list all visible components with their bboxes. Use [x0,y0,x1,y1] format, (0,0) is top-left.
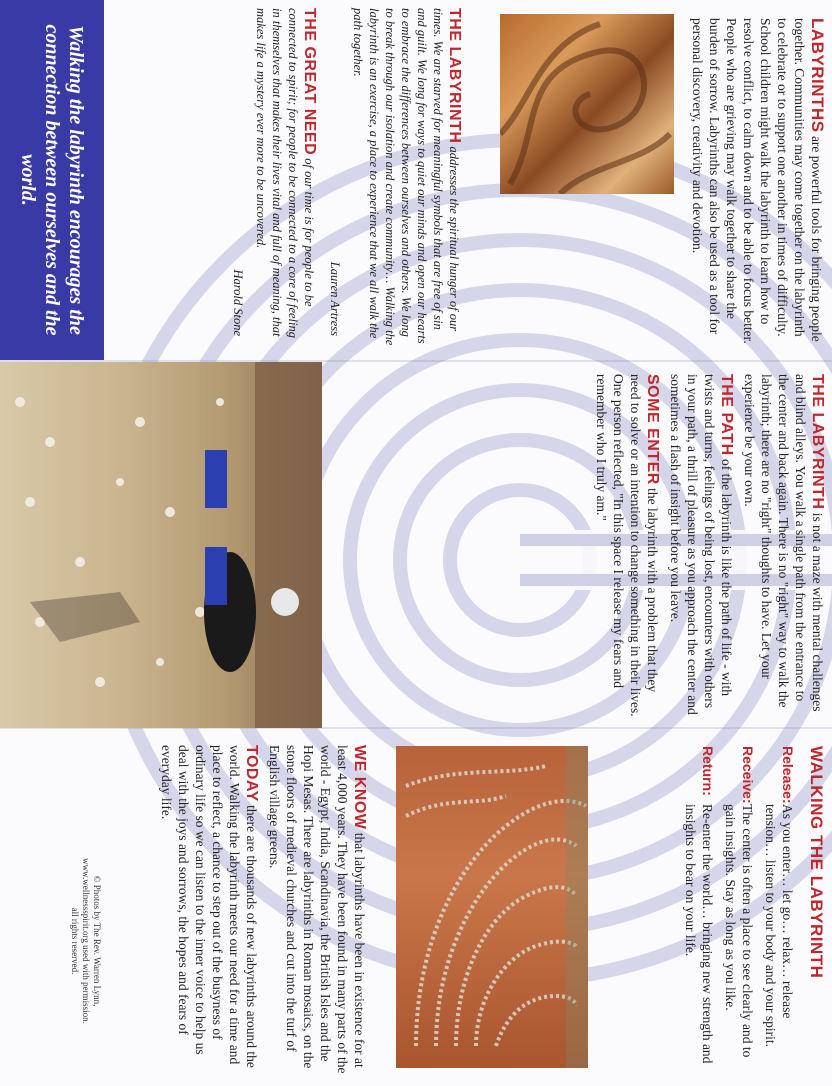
some-enter-heading: SOME ENTER [644,374,661,485]
labyrinths-text: are powerful tools for bringing people together. Communities may come together on the labyrinth to celebrate or to support one another in times of difficulty. School children might walk the labyrinth to learn how to resolve conflict, to calm down and to be able to focus better. People who are grieving may walk together to share the burden of sorrow. Labyrinths can also be used as a tool for personal discovery, creativity and devotion. [690,18,824,344]
labyrinth-path-panel [481,374,826,719]
walking-panel [601,746,826,1071]
we-know-heading: WE KNOW [351,745,368,830]
history-panel [159,745,368,1080]
step-return [682,746,716,1071]
step-release-label: Release: [780,746,796,804]
step-return-label: Return: [700,746,716,796]
step-release-text: As you enter… let go… relax… release tension… listen to your body and your spirit. [763,804,795,1047]
quote-banner-text-box [6,6,98,354]
step-receive-label: Receive: [740,746,756,804]
credits-line-1: © Photos by The Rev. Warren Lynn, [92,875,102,1007]
great-need-heading: THE GREAT NEED [301,8,318,156]
path-text: of the labyrinth is like the path of life - with twists and turns, feelings of being lost, encounters with others in your path, a thrill of pleasure as you approach the center and sometimes a flash of insight before you leave. [668,374,734,715]
credits-box [42,826,102,1056]
step-receive [722,746,756,1071]
walkers-labyrinth-photo [0,362,322,728]
quotes-panel [117,8,462,348]
labyrinth-quote-heading: THE LABYRINTH [446,8,463,144]
step-return-text: Re-enter the world… bringing new strength and insights to bear on your life. [683,804,715,1064]
great-need-author: Harold Stone [231,269,245,336]
credits-line-2: www.wellnessspirit.org used with permission. [81,858,91,1024]
stone-labyrinth-photo [396,746,588,1068]
step-release [762,746,796,1071]
not-maze-heading: THE LABYRINTH [809,374,826,510]
some-enter-text: the labyrinth with a problem that they need to solve or an intention to change something in their lives. One person reflected, "In this space I release my fears and remember who I truly am." [594,374,660,717]
path-heading: THE PATH [718,374,735,456]
labyrinths-heading: LABYRINTHS [808,18,827,133]
not-maze-text: is not a maze with mental challenges and blind alleys. You walk a single path from the entrance to the center and back again. There is no "right" way to walk the labyrinth; there are no "right" thoughts to have. Let your experience be your own. [742,374,825,712]
credits-line-3: all rights reserved. [70,907,80,975]
labyrinth-quote-text: addresses the spiritual hunger of our times. We are starved for meaningful symbols that are free of sin and guilt. We long for ways to quiet our minds and open our hearts to embrace the differences between ourselves and others. We long to break through our isolation and create community… Walking the labyrinth is an exercise, a place to experience that we all walk the path together. [351,8,461,346]
today-text: there are thousands of new labyrinths around the world. Walking the labyrinth meets our need for a time and place to reflect, a chance to step out of the busyness of ordinary life so we can listen to the inner voice to help us deal with the joys and sorrows, the hopes and fears of everyday life. [159,745,259,1068]
labyrinth-quote-author: Lauren Artress [328,261,342,336]
we-know-text: that labyrinths have been in existence for at least 4,000 years. They have been found in many parts of the world - Egypt, India, Scandinavia, the British Isles and the Hopi Mesas. There are labyrinths in Roman mosaics, on the stone floors of medieval churches and cut into the turf of English village greens. [267,745,367,1074]
labyrinths-panel [486,18,826,348]
banner-quote: Walking the labyrinth encourages the connection between ourselves and the world. [17,24,87,336]
today-heading: TODAY [243,745,260,802]
step-receive-text: The center is often a place to see clearly and to gain insights. Stay as long as you like. [723,804,755,1058]
great-need-text: of our time is for people to be connected to spirit; for people to be connected to a core of feeling in themselves that makes their lives vital and full of meaning, that makes life a mystery ever more to be uncovered. [254,8,316,338]
walking-heading: WALKING THE LABYRINTH [807,746,826,979]
